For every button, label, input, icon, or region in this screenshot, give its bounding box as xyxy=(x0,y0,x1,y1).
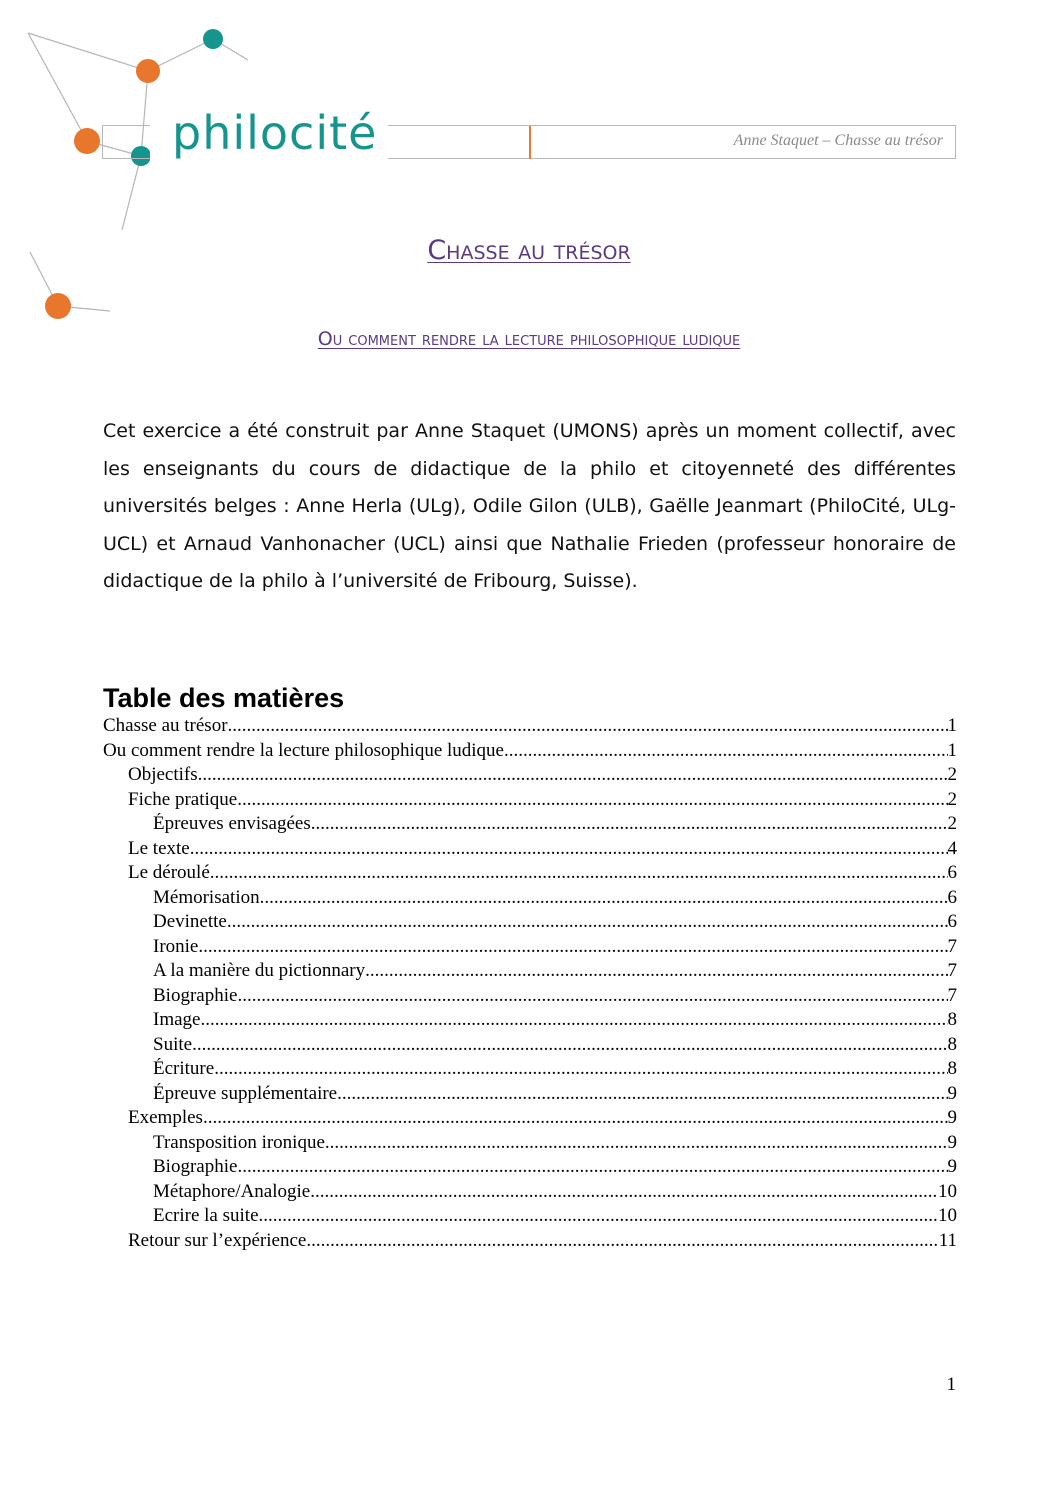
toc-leader-dots xyxy=(237,1156,947,1178)
toc-entry[interactable] xyxy=(103,740,957,765)
toc-leader-dots xyxy=(227,911,948,933)
toc-entry[interactable] xyxy=(103,1083,957,1108)
toc-entry[interactable] xyxy=(103,789,957,814)
toc-heading: Table des matières xyxy=(103,683,345,713)
toc-entry[interactable] xyxy=(103,1230,957,1255)
toc-leader-dots xyxy=(504,740,948,762)
toc-leader-dots xyxy=(203,1107,948,1129)
toc-entry[interactable] xyxy=(103,887,957,912)
toc-entry-page: 2 xyxy=(947,788,957,810)
page-number: 1 xyxy=(946,1374,956,1395)
toc-leader-dots xyxy=(198,936,947,958)
toc-entry[interactable] xyxy=(103,715,957,740)
toc-entry-label: Chasse au trésor xyxy=(103,715,228,736)
toc-entry-label: Mémorisation xyxy=(153,886,260,908)
toc-entry[interactable] xyxy=(103,1132,957,1157)
toc-entry-label: Le texte xyxy=(128,837,190,859)
running-header-title: Anne Staquet – Chasse au trésor xyxy=(733,132,943,149)
toc-entry-page: 9 xyxy=(947,1107,957,1128)
toc-leader-dots xyxy=(310,1181,938,1203)
toc-entry-page: 10 xyxy=(938,1180,957,1202)
toc-entry-label: Fiche pratique xyxy=(128,788,238,810)
toc-entry-page: 7 xyxy=(947,960,957,981)
toc-entry-label: Ou comment rendre la lecture philosophique ludique xyxy=(103,739,504,761)
toc-leader-dots xyxy=(365,960,947,982)
toc-entry-label: Épreuve supplémentaire xyxy=(153,1082,338,1104)
toc-entry[interactable] xyxy=(103,1205,957,1230)
toc-entry-page: 1 xyxy=(947,739,957,761)
toc-entry-page: 8 xyxy=(947,1033,957,1055)
toc-leader-dots xyxy=(306,1230,938,1252)
toc-leader-dots xyxy=(192,1034,947,1056)
toc-entry-label: Transposition ironique xyxy=(153,1131,325,1153)
toc-leader-dots xyxy=(200,1009,947,1031)
toc-entry[interactable] xyxy=(103,838,957,863)
toc-leader-dots xyxy=(198,764,948,786)
toc-entry-page: 8 xyxy=(947,1058,957,1079)
toc-leader-dots xyxy=(325,1132,948,1154)
toc-entry-label: Biographie xyxy=(153,1156,238,1177)
toc-entry-label: Ecrire la suite xyxy=(153,1205,259,1226)
toc-entry-page: 6 xyxy=(947,911,957,932)
table-of-contents xyxy=(103,715,957,1254)
document-title: Chasse au trésor xyxy=(427,235,631,266)
toc-entry[interactable] xyxy=(103,764,957,789)
toc-leader-dots xyxy=(311,813,948,835)
toc-leader-dots xyxy=(228,715,948,737)
toc-entry[interactable] xyxy=(103,1181,957,1206)
toc-entry[interactable] xyxy=(103,1107,957,1132)
toc-entry-page: 6 xyxy=(947,862,957,883)
philocite-logo: philocité xyxy=(172,106,378,160)
toc-entry-page: 2 xyxy=(947,813,957,834)
toc-entry-label: Devinette xyxy=(153,911,227,932)
toc-entry[interactable] xyxy=(103,862,957,887)
toc-entry[interactable] xyxy=(103,985,957,1010)
toc-entry-label: Écriture xyxy=(153,1058,215,1079)
toc-entry-page: 7 xyxy=(947,984,957,1006)
toc-entry-page: 2 xyxy=(947,764,957,785)
toc-leader-dots xyxy=(190,838,948,860)
toc-entry-label: A la manière du pictionnary xyxy=(153,960,366,981)
toc-entry-label: Image xyxy=(153,1009,201,1030)
header-divider xyxy=(529,126,531,159)
toc-entry-page: 4 xyxy=(947,837,957,859)
toc-entry-label: Exemples xyxy=(128,1107,203,1128)
toc-entry[interactable] xyxy=(103,813,957,838)
intro-paragraph: Cet exercice a été construit par Anne Staquet (UMONS) après un moment collectif, avec les enseignants du cours de didactique de la philo et citoyenneté des différentes universités belges : Anne Herla (ULg), Odile Gilon (ULB), Gaëlle Jeanmart (PhiloCité, ULg-UCL) et Arnaud Vanhonacher (UCL) ainsi que Nathalie Frieden (professeur honoraire de didactique de la philo à l’université de Fribourg, Suisse). xyxy=(103,420,956,592)
toc-entry-label: Biographie xyxy=(153,984,238,1006)
toc-entry-label: Ironie xyxy=(153,935,199,957)
toc-entry-page: 9 xyxy=(947,1156,957,1177)
toc-entry-page: 10 xyxy=(938,1205,957,1226)
toc-leader-dots xyxy=(214,1058,947,1080)
toc-entry-page: 1 xyxy=(947,715,957,736)
toc-entry[interactable] xyxy=(103,960,957,985)
toc-entry-page: 7 xyxy=(947,935,957,957)
toc-entry[interactable] xyxy=(103,1034,957,1059)
toc-entry-label: Métaphore/Analogie xyxy=(153,1180,311,1202)
toc-leader-dots xyxy=(237,985,947,1007)
toc-entry-page: 9 xyxy=(947,1131,957,1153)
toc-entry[interactable] xyxy=(103,936,957,961)
toc-entry-label: Épreuves envisagées xyxy=(153,813,311,834)
toc-entry-page: 6 xyxy=(947,886,957,908)
toc-entry[interactable] xyxy=(103,1156,957,1181)
toc-entry-label: Le déroulé xyxy=(128,862,210,883)
toc-entry[interactable] xyxy=(103,911,957,936)
toc-entry-label: Objectifs xyxy=(128,764,198,785)
toc-entry-page: 11 xyxy=(938,1229,957,1251)
toc-entry[interactable] xyxy=(103,1058,957,1083)
toc-leader-dots xyxy=(210,862,948,884)
toc-leader-dots xyxy=(260,887,948,909)
toc-entry-label: Retour sur l’expérience xyxy=(128,1229,307,1251)
toc-leader-dots xyxy=(237,789,947,811)
toc-entry[interactable] xyxy=(103,1009,957,1034)
toc-entry-label: Suite xyxy=(153,1033,193,1055)
toc-entry-page: 9 xyxy=(947,1082,957,1104)
toc-leader-dots xyxy=(259,1205,938,1227)
toc-leader-dots xyxy=(337,1083,947,1105)
toc-entry-page: 8 xyxy=(947,1009,957,1030)
document-subtitle: Ou comment rendre la lecture philosophique ludique xyxy=(317,328,741,350)
